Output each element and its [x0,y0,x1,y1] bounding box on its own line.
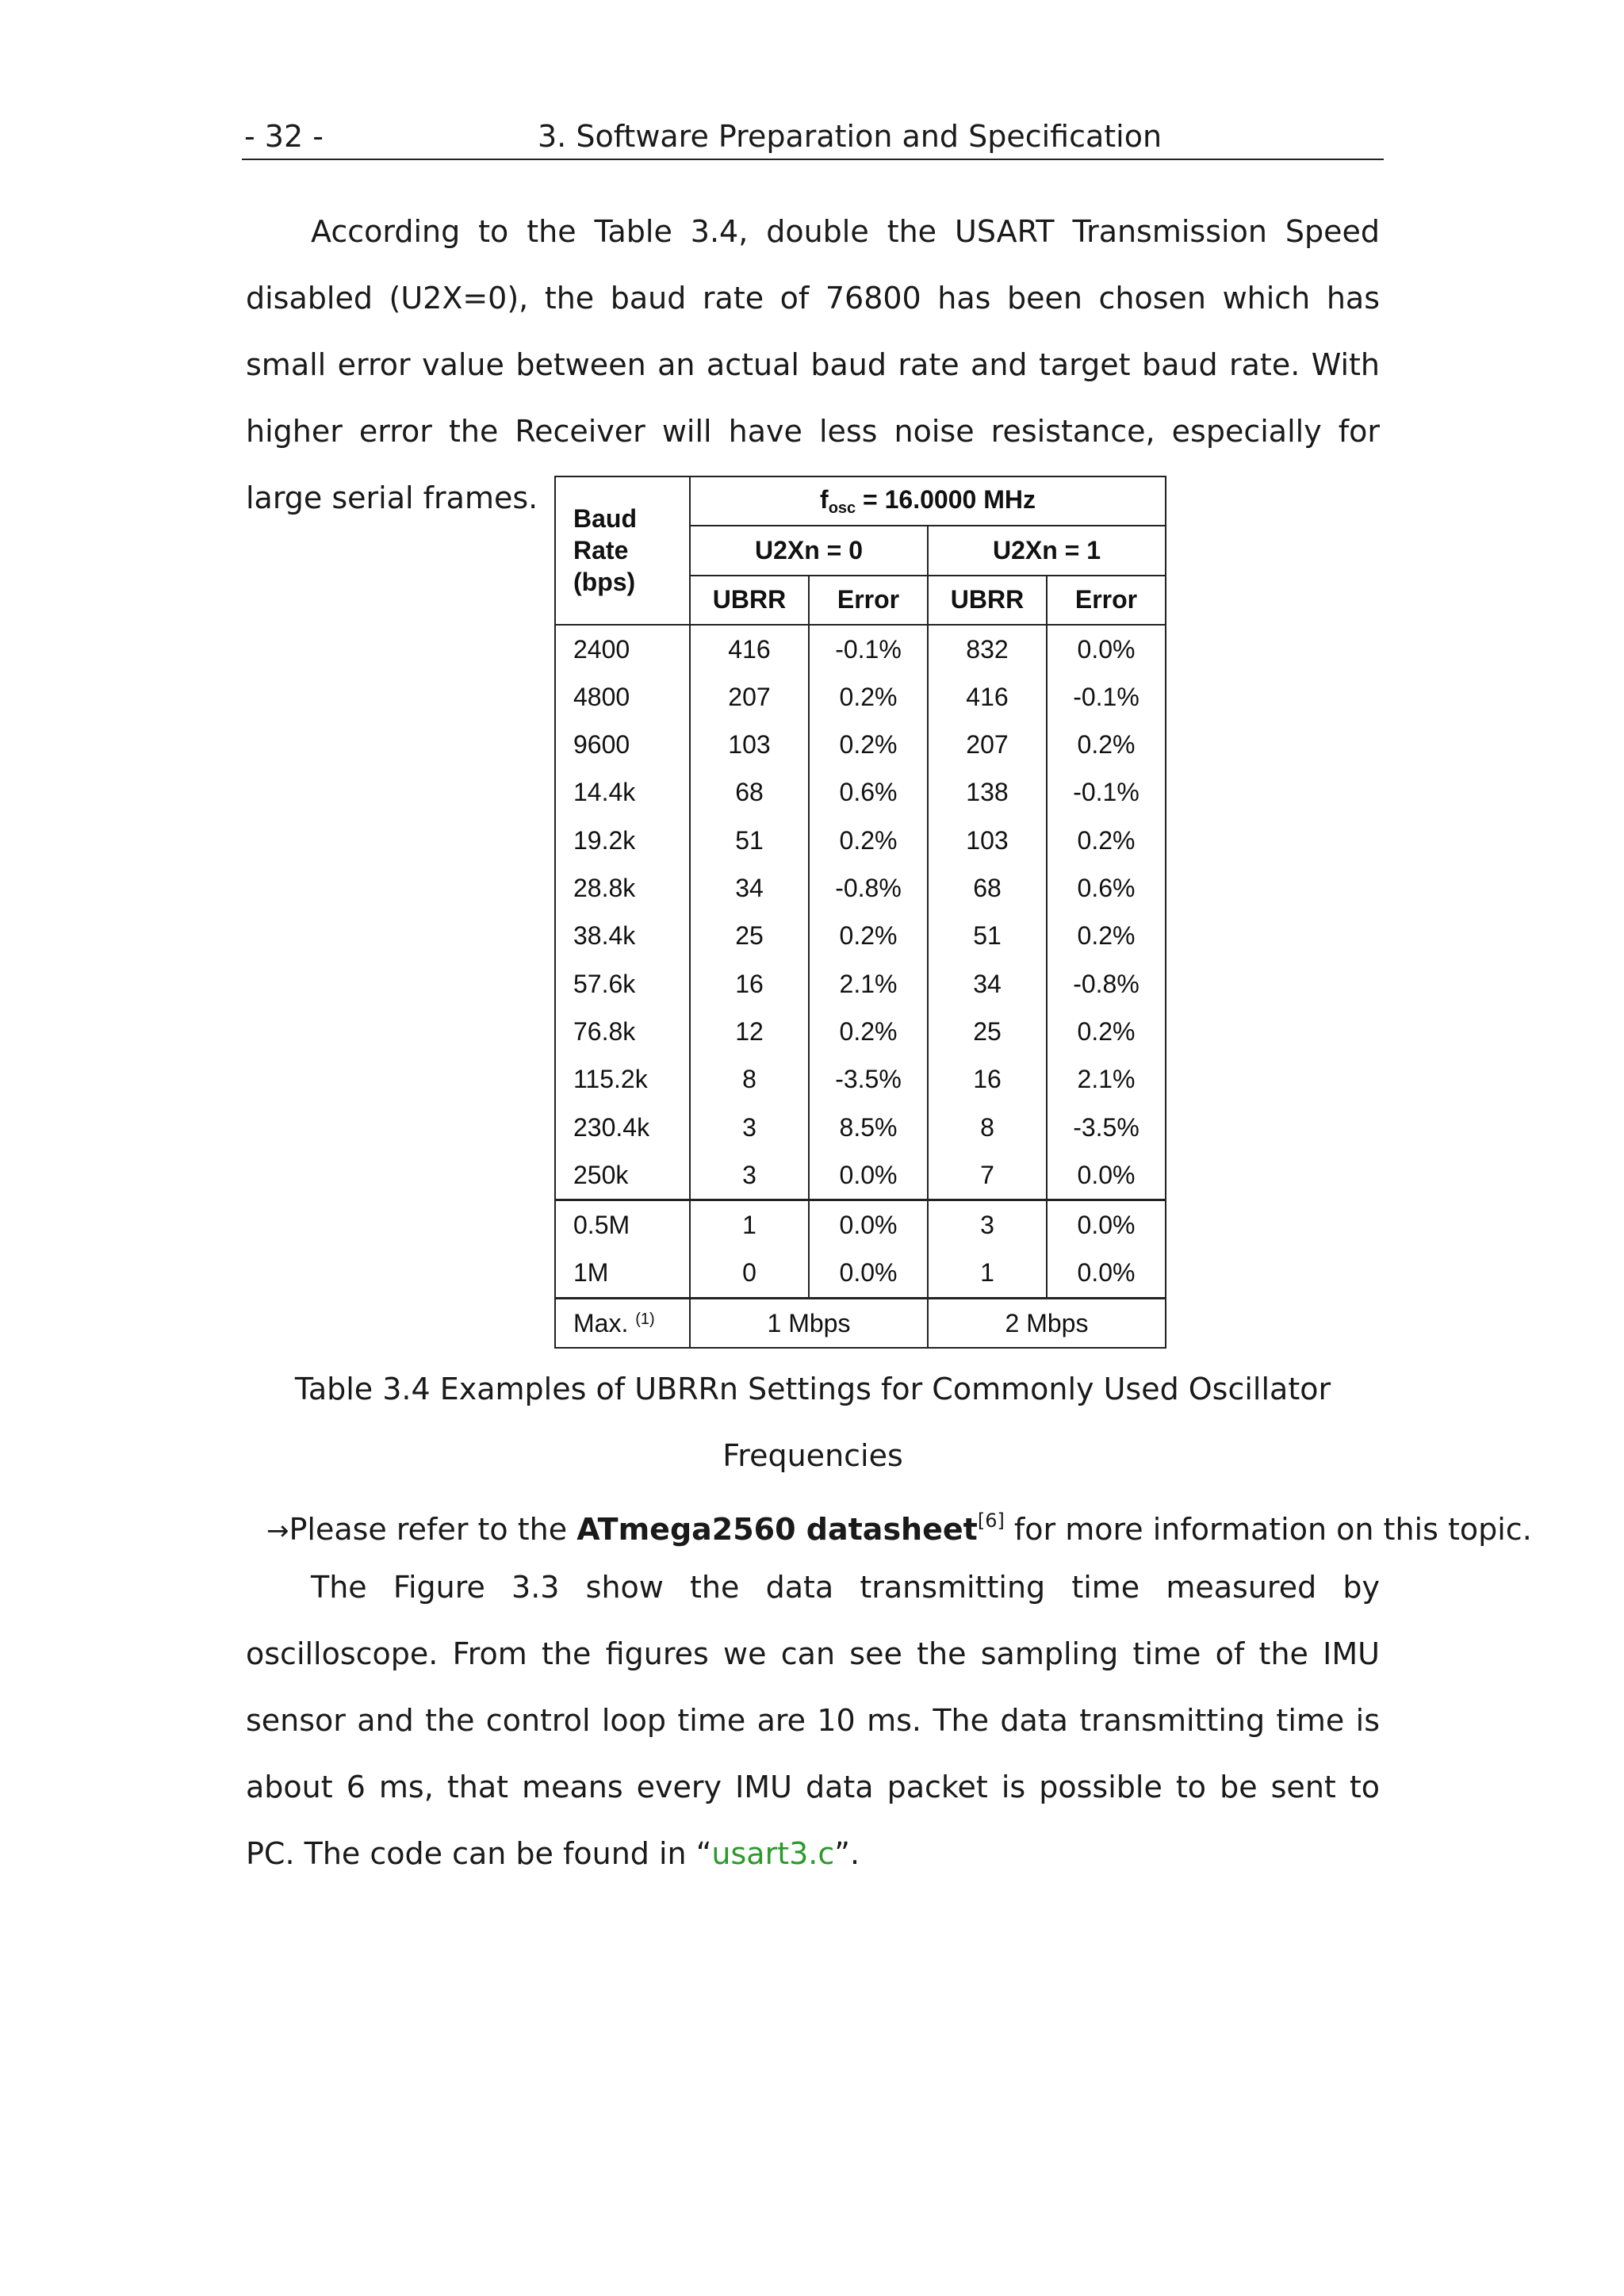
ubrr-cell: 0 [690,1249,809,1299]
error-cell: -0.8% [1047,960,1166,1008]
ubrr-cell: 138 [928,769,1047,817]
ubrr-cell: 7 [928,1151,1047,1200]
baud-cell: 1M [555,1249,690,1299]
citation-ref: [6] [977,1510,1005,1532]
baud-cell: 57.6k [555,960,690,1008]
page-number: - 32 - [244,119,324,154]
max-label: Max. [573,1308,629,1337]
error-cell: 0.2% [809,673,928,721]
datasheet-note [266,1487,1532,1564]
ubrr-header-0: UBRR [690,576,809,625]
ubrr-cell: 832 [928,625,1047,673]
error-cell: 0.0% [1047,625,1166,673]
ubrr-cell: 207 [690,673,809,721]
error-header-1: Error [1047,576,1166,625]
baud-rate-header [555,476,690,625]
table-row [555,1200,1166,1249]
table-row [555,1104,1166,1151]
ubrr-cell: 68 [928,864,1047,912]
ubrr-cell: 103 [928,817,1047,864]
datasheet-reference: ATmega2560 datasheet [576,1512,978,1547]
baud-cell: 115.2k [555,1056,690,1104]
error-cell: -0.8% [809,864,928,912]
baud-cell: 38.4k [555,913,690,960]
max-u2xn-0: 1 Mbps [690,1299,928,1349]
table-row [555,769,1166,817]
baud-cell: 28.8k [555,864,690,912]
ubrr-cell: 51 [690,817,809,864]
sentence-end: . [849,1836,860,1871]
source-file-name: usart3.c [711,1836,835,1871]
table-fast-body [555,1200,1166,1299]
error-cell: -3.5% [809,1056,928,1104]
max-footnote: (1) [635,1310,655,1328]
baud-header-line2: Rate [573,536,629,565]
ubrr-cell: 25 [928,1008,1047,1055]
paragraph-baud-rate-text: According to the Table 3.4, double the USART Transmission Speed disabled (U2X=0), the baud rate of 76800 has been chosen which has small error value between an actual baud rate and target baud rate. With higher error the Receiver will have less noise resistance, especially for large serial frames. [246,214,1380,515]
arrow-right-icon: → [266,1515,289,1547]
paragraph-transmit-time [246,1554,1380,1887]
baud-header-line3: (bps) [573,568,636,597]
error-cell: -3.5% [1047,1104,1166,1151]
fosc-sub: osc [828,499,856,517]
ubrr-settings-table [554,476,1166,1349]
note-suffix: for more information on this topic. [1004,1512,1532,1547]
error-cell: 0.2% [809,817,928,864]
baud-cell: 4800 [555,673,690,721]
u2xn-1-header: U2Xn = 1 [928,526,1166,575]
error-cell: 0.6% [809,769,928,817]
ubrr-cell: 16 [690,960,809,1008]
error-header-0: Error [809,576,928,625]
baud-cell: 19.2k [555,817,690,864]
error-cell: 0.2% [1047,721,1166,768]
table-max-row [555,1299,1166,1349]
max-u2xn-1: 2 Mbps [928,1299,1166,1349]
error-cell: 0.2% [1047,1008,1166,1055]
error-cell: 0.0% [809,1200,928,1249]
baud-cell: 9600 [555,721,690,768]
ubrr-cell: 34 [928,960,1047,1008]
ubrr-cell: 51 [928,913,1047,960]
baud-cell: 2400 [555,625,690,673]
quote-close: ” [834,1836,850,1871]
quote-open: “ [695,1836,712,1871]
error-cell: 0.0% [1047,1151,1166,1200]
ubrr-header-1: UBRR [928,576,1047,625]
error-cell: 0.2% [809,913,928,960]
error-cell: 2.1% [1047,1056,1166,1104]
max-label-cell [555,1299,690,1349]
table-row [555,817,1166,864]
note-prefix: Please refer to the [289,1512,577,1547]
table-row [555,1008,1166,1055]
paragraph-transmit-time-text: The Figure 3.3 show the data transmitting time measured by oscilloscope. From the figures we can see the sampling time of the IMU sensor and the control loop time are 10 ms. The data transmitting time is about 6 ms, that means every IMU data packet is possible to be sent to PC. The code can be found in [246,1570,1380,1871]
baud-cell: 250k [555,1151,690,1200]
page-header [242,114,1384,160]
error-cell: 8.5% [809,1104,928,1151]
ubrr-cell: 25 [690,913,809,960]
fosc-header [690,476,1166,526]
error-cell: 0.0% [809,1151,928,1200]
caption-line-2: Frequencies [722,1438,903,1473]
error-cell: 2.1% [809,960,928,1008]
table-row [555,1249,1166,1299]
fosc-f: f [820,484,829,514]
error-cell: -0.1% [809,625,928,673]
ubrr-cell: 16 [928,1056,1047,1104]
baud-cell: 0.5M [555,1200,690,1249]
table-row [555,673,1166,721]
table-row [555,1056,1166,1104]
error-cell: 0.0% [809,1249,928,1299]
error-cell: 0.6% [1047,864,1166,912]
ubrr-cell: 103 [690,721,809,768]
ubrr-cell: 416 [690,625,809,673]
ubrr-cell: 3 [690,1104,809,1151]
error-cell: 0.0% [1047,1249,1166,1299]
error-cell: -0.1% [1047,769,1166,817]
error-cell: 0.2% [1047,913,1166,960]
error-cell: 0.0% [1047,1200,1166,1249]
chapter-title: 3. Software Preparation and Specification [538,119,1162,154]
table-row [555,1151,1166,1200]
error-cell: -0.1% [1047,673,1166,721]
u2xn-0-header: U2Xn = 0 [690,526,928,575]
ubrr-cell: 1 [690,1200,809,1249]
ubrr-cell: 8 [928,1104,1047,1151]
table-row [555,721,1166,768]
table-row [555,960,1166,1008]
table-row [555,864,1166,912]
fosc-value: = 16.0000 MHz [856,484,1036,514]
table-main-body [555,625,1166,1200]
table-row [555,913,1166,960]
ubrr-cell: 12 [690,1008,809,1055]
error-cell: 0.2% [1047,817,1166,864]
ubrr-cell: 3 [690,1151,809,1200]
ubrr-cell: 8 [690,1056,809,1104]
caption-line-1: Table 3.4 Examples of UBRRn Settings for Commonly Used Oscillator [294,1372,1331,1406]
ubrr-cell: 34 [690,864,809,912]
table-row [555,625,1166,673]
table-caption [246,1356,1380,1489]
baud-cell: 230.4k [555,1104,690,1151]
ubrr-cell: 3 [928,1200,1047,1249]
ubrr-cell: 68 [690,769,809,817]
ubrr-cell: 416 [928,673,1047,721]
ubrr-cell: 1 [928,1249,1047,1299]
baud-cell: 14.4k [555,769,690,817]
error-cell: 0.2% [809,721,928,768]
baud-header-line1: Baud [573,504,637,534]
baud-cell: 76.8k [555,1008,690,1055]
table-header-row [555,476,1166,526]
ubrr-cell: 207 [928,721,1047,768]
error-cell: 0.2% [809,1008,928,1055]
